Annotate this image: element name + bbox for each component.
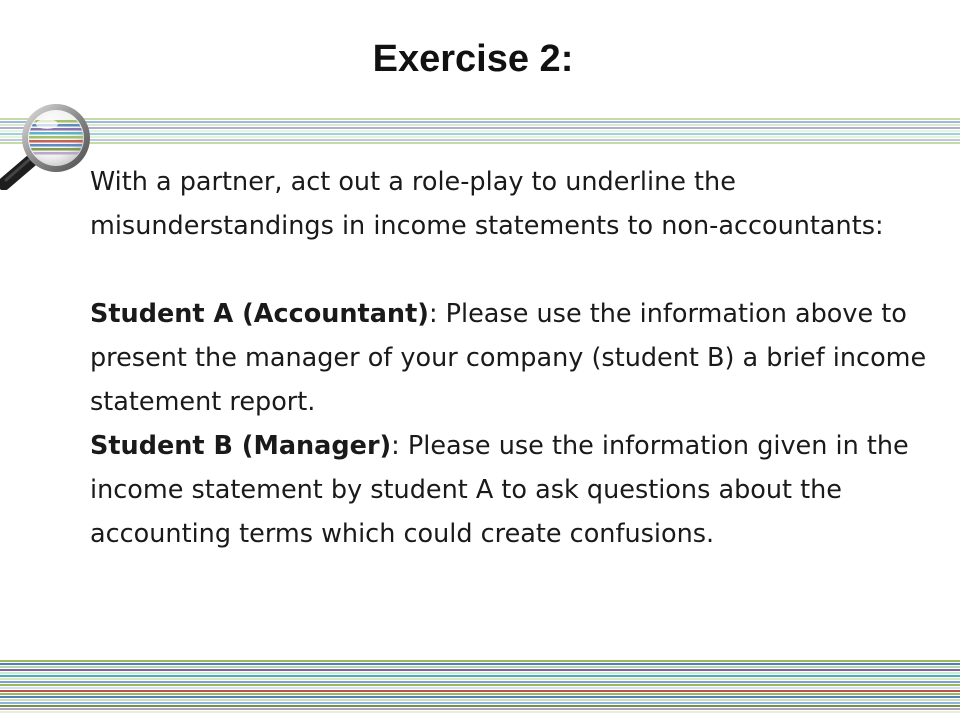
stripe-line — [0, 663, 960, 665]
magnifier-icon — [0, 98, 104, 190]
stripe-line — [0, 660, 960, 662]
stripe-line — [0, 681, 960, 683]
top-stripe-band — [0, 118, 960, 145]
stripe-line — [0, 702, 960, 704]
intro-paragraph: With a partner, act out a role-play to underline the misunderstandings in income statements to non-accountants: — [90, 167, 884, 241]
slide-title: Exercise 2: — [372, 38, 574, 80]
stripe-line — [0, 669, 960, 671]
student-b-text: : Please use the information given in the income statement by student A to ask questions about the accounting terms which could create confusions. — [90, 431, 909, 549]
stripe-line — [0, 142, 960, 144]
slide-body — [90, 160, 960, 556]
stripe-line — [0, 687, 960, 689]
stripe-line — [0, 675, 960, 677]
stripe-line — [0, 708, 960, 710]
stripe-line — [0, 684, 960, 686]
stripe-line — [0, 136, 960, 138]
stripe-line — [0, 705, 960, 707]
stripe-line — [0, 127, 960, 129]
stripe-line — [0, 678, 960, 680]
stripe-line — [0, 124, 960, 126]
stripe-line — [0, 121, 960, 123]
bottom-stripe-band — [0, 660, 960, 714]
stripe-line — [0, 666, 960, 668]
student-a-paragraph — [90, 292, 960, 424]
stripe-line — [0, 711, 960, 713]
stripe-line — [0, 693, 960, 695]
stripe-line — [0, 699, 960, 701]
student-a-text: : Please use the information above to present the manager of your company (student B) a brief income statement report. — [90, 299, 927, 417]
student-b-paragraph — [90, 424, 960, 556]
stripe-line — [0, 133, 960, 135]
stripe-line — [0, 139, 960, 141]
stripe-line — [0, 696, 960, 698]
student-a-label: Student A (Accountant) — [90, 299, 429, 329]
student-b-label: Student B (Manager) — [90, 431, 392, 461]
stripe-line — [0, 672, 960, 674]
stripe-line — [0, 130, 960, 132]
stripe-line — [0, 690, 960, 692]
stripe-line — [0, 118, 960, 120]
